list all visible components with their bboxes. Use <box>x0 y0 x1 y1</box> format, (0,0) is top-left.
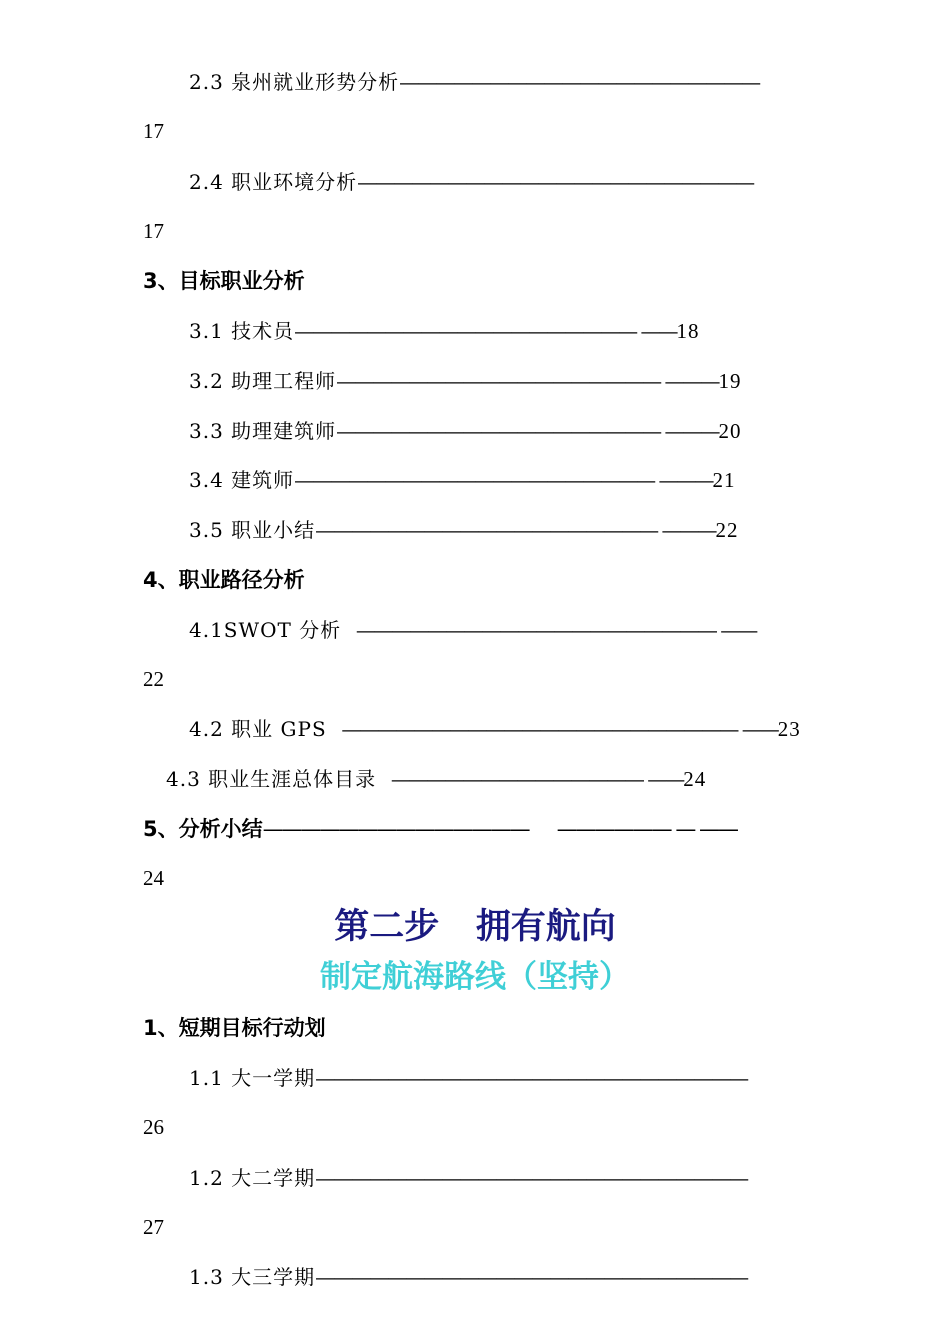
toc-page-number: 23 <box>777 717 801 741</box>
toc-entry-3-4[interactable] <box>189 470 736 491</box>
toc-entry-label: 4.1SWOT 分析 <box>189 618 342 642</box>
toc-page-number: 20 <box>718 419 742 443</box>
toc-heading-4[interactable]: 4、职业路径分析 <box>143 568 305 592</box>
toc-page-number: 22 <box>715 518 739 542</box>
toc-entry-label: 4.3 职业生涯总体目录 <box>166 767 377 791</box>
step-two-title: 第二步 拥有航向 <box>334 907 616 947</box>
toc-entry-label: 3.3 助理建筑师 <box>189 419 337 443</box>
toc-entry-2-3[interactable] <box>189 72 759 92</box>
toc-entry-1-1[interactable] <box>189 1068 747 1088</box>
toc-leader-dashes: —————————————————— ——— <box>336 369 719 393</box>
toc-heading-1[interactable]: 1、短期目标行动划 <box>143 1016 326 1040</box>
toc-leader-dashes: ———————————————————— <box>399 70 760 94</box>
toc-entry-3-3[interactable] <box>189 421 742 442</box>
toc-page-number: 17 <box>143 219 164 243</box>
toc-entry-label: 4.2 职业 GPS <box>189 717 327 741</box>
toc-leader-dashes: ——————————————————— ——— <box>315 518 716 542</box>
toc-heading-label: 5、分析小结 <box>143 817 263 841</box>
toc-leader-dashes: ———————————————————— —— <box>355 618 757 642</box>
toc-entry-1-3[interactable] <box>189 1267 747 1287</box>
toc-page-number: 26 <box>143 1115 164 1139</box>
toc-page-number: 18 <box>676 319 700 343</box>
toc-leader-dashes: ———————————————————————— <box>315 1265 748 1289</box>
step-two-subtitle: 制定航海路线（坚持） <box>320 959 630 995</box>
toc-leader-dashes: —————————————————————— —— <box>341 717 778 741</box>
toc-leader-dashes: —————————————————————— <box>357 170 754 194</box>
toc-entry-4-2[interactable] <box>189 719 801 740</box>
toc-entry-label: 2.4 职业环境分析 <box>189 170 358 194</box>
toc-page-number: 21 <box>712 468 736 492</box>
toc-page-number: 17 <box>143 119 164 143</box>
toc-leader-dashes: ——————————————————— —— <box>294 319 677 343</box>
toc-heading-5[interactable] <box>143 819 737 840</box>
toc-entry-4-3[interactable] <box>166 769 706 790</box>
toc-entry-label: 3.2 助理工程师 <box>189 369 337 393</box>
toc-leader-dashes: —————————————— —————— — —— <box>262 817 738 841</box>
toc-page-number: 24 <box>683 767 707 791</box>
toc-entry-label: 1.2 大二学期 <box>189 1166 316 1190</box>
toc-page-number: 19 <box>718 369 742 393</box>
toc-entry-3-2[interactable] <box>189 371 742 392</box>
toc-leader-dashes: ———————————————————————— <box>315 1166 748 1190</box>
toc-entry-label: 2.3 泉州就业形势分析 <box>189 70 400 94</box>
toc-heading-3[interactable]: 3、目标职业分析 <box>143 269 305 293</box>
toc-entry-label: 3.1 技术员 <box>189 319 295 343</box>
toc-leader-dashes: ———————————————————————— <box>315 1066 748 1090</box>
toc-entry-label: 1.3 大三学期 <box>189 1265 316 1289</box>
toc-leader-dashes: ———————————————————— ——— <box>294 468 713 492</box>
toc-entry-4-1[interactable] <box>189 620 756 640</box>
toc-entry-label: 3.4 建筑师 <box>189 468 295 492</box>
toc-entry-label: 1.1 大一学期 <box>189 1066 316 1090</box>
toc-leader-dashes: —————————————————— ——— <box>336 419 719 443</box>
toc-entry-2-4[interactable] <box>189 172 753 192</box>
toc-leader-dashes: —————————————— —— <box>390 767 684 791</box>
toc-page-number: 22 <box>143 667 164 691</box>
toc-entry-3-1[interactable] <box>189 321 700 342</box>
toc-entry-1-2[interactable] <box>189 1168 747 1188</box>
toc-entry-label: 3.5 职业小结 <box>189 518 316 542</box>
toc-page-number: 27 <box>143 1215 164 1239</box>
toc-page-number: 24 <box>143 866 164 890</box>
toc-entry-3-5[interactable] <box>189 520 739 541</box>
